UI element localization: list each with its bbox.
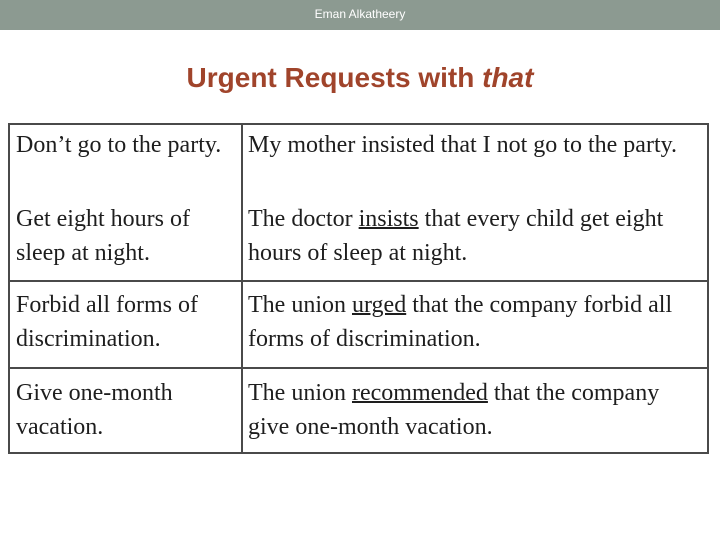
sentence-text: The union	[248, 292, 352, 318]
imperative-cell: Forbid all forms of discrimination.	[16, 292, 198, 352]
sentence-cell	[248, 376, 704, 444]
sentence-cell	[248, 128, 704, 162]
sentence-cell	[248, 288, 704, 356]
sentence-text: The union	[248, 380, 352, 406]
sentence-text: that every child get eight hours of sleep at night.	[248, 206, 664, 266]
imperative-cell: Get eight hours of sleep at night.	[16, 206, 190, 266]
sentence-text: that the company give one-month vacation.	[248, 380, 660, 440]
author-name: Eman Alkatheery	[314, 7, 406, 21]
imperative-cell: Give one-month vacation.	[16, 380, 173, 440]
imperative-cell: Don’t go to the party.	[16, 132, 222, 158]
title-emphasis: that	[482, 62, 534, 93]
row-divider	[10, 367, 707, 369]
title-main: Urgent Requests with	[186, 62, 475, 93]
underlined-verb: recommended	[351, 380, 488, 406]
underlined-verb: insists	[358, 206, 419, 232]
examples-table	[8, 123, 709, 454]
row-divider	[10, 280, 707, 282]
slide-title	[0, 62, 720, 94]
underlined-verb: urged	[351, 292, 407, 318]
sentence-text: The doctor	[248, 206, 359, 232]
column-divider	[241, 125, 243, 452]
sentence-cell	[248, 202, 704, 270]
sentence-text: that the company forbid all forms of discrimination.	[248, 292, 673, 352]
sentence-text: My mother insisted that I not go to the party.	[248, 132, 678, 158]
